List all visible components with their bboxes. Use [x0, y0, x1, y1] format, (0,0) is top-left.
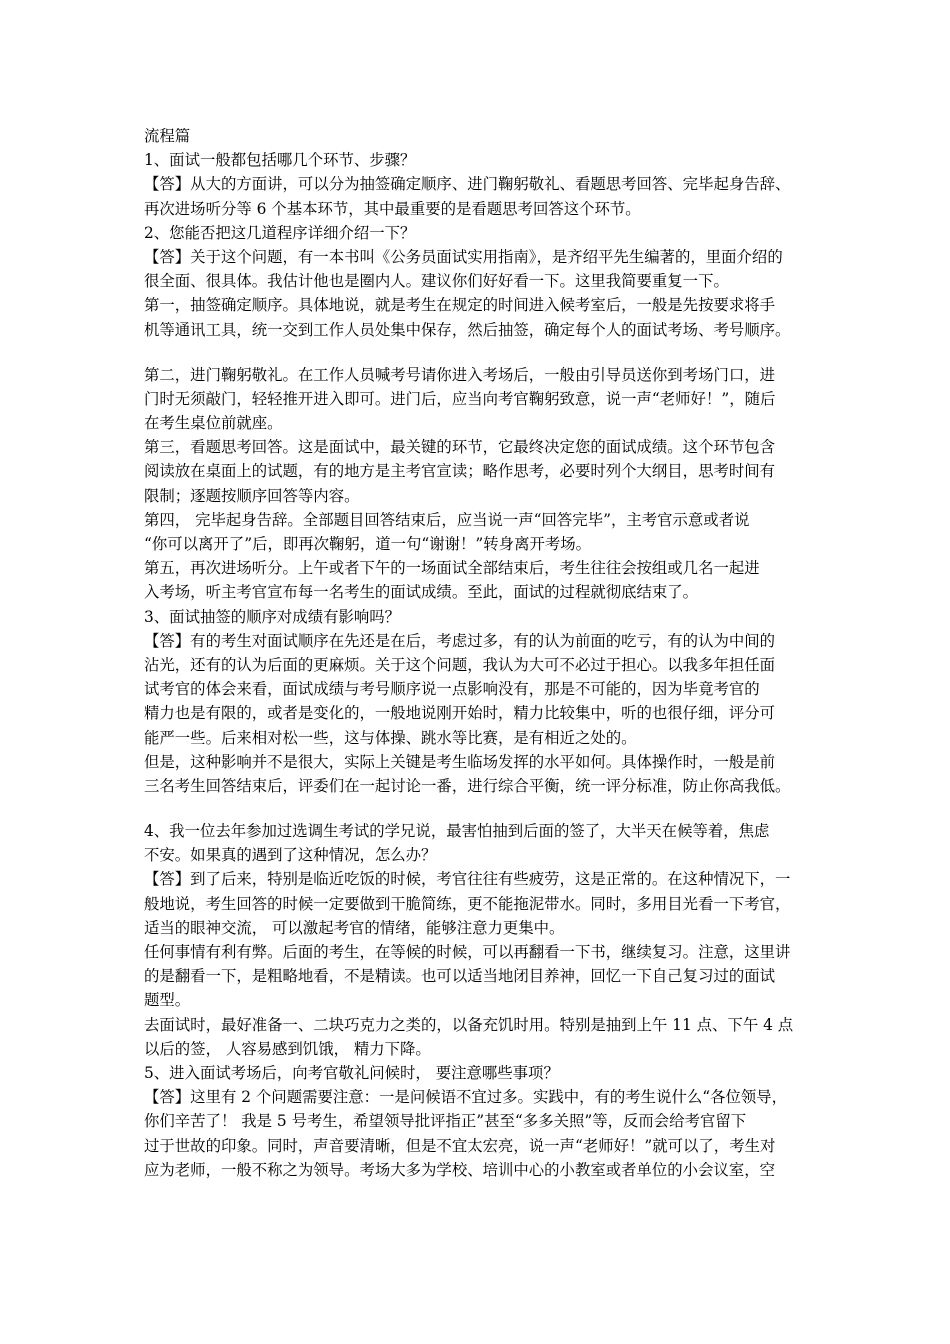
text-line: 过于世故的印象。同时，声音要清晰，但是不宜太宏亮，说一声“老师好！”就可以了，考生对	[144, 1136, 776, 1155]
text-line: 题型。	[144, 991, 191, 1010]
text-line: 去面试时，最好准备一、二块巧克力之类的，以备充饥时用。特别是抽到上午 11 点、下午 4 点	[144, 1015, 794, 1034]
text-line: 很全面、很具体。我估计他也是圈内人。建议你们好好看一下。这里我简要重复一下。	[144, 272, 729, 291]
text-line: 第三，看题思考回答。这是面试中，最关键的环节，它最终决定您的面试成绩。这个环节包含	[144, 438, 776, 457]
text-line: 应为老师，一般不称之为领导。考场大多为学校、培训中心的小教室或者单位的小会议室，空	[144, 1160, 776, 1179]
text-line: 2、您能否把这几道程序详细介绍一下？	[144, 223, 416, 242]
text-line: 门时无须敲门，轻轻推开进入即可。进门后，应当向考官鞠躬致意，说一声“老师好！”，随后	[144, 389, 776, 408]
text-line: 般地说，考生回答的时候一定要做到干脆简练，更不能拖泥带水。同时，多用目光看一下考官，	[144, 894, 791, 913]
text-line: 再次进场听分等 6 个基本环节，其中最重要的是看题思考回答这个环节。	[144, 199, 641, 218]
text-line: 沾光，还有的认为后面的更麻烦。关于这个问题，我认为大可不必过于担心。以我多年担任面	[144, 655, 776, 674]
text-line: 的是翻看一下，是粗略地看，不是精读。也可以适当地闭目养神，回忆一下自己复习过的面试	[144, 967, 776, 986]
text-line: 第二，进门鞠躬敬礼。在工作人员喊考号请你进入考场后，一般由引导员送你到考场门口，进	[144, 365, 776, 384]
text-line: 3、面试抽签的顺序对成绩有影响吗？	[144, 607, 401, 626]
text-line: 以后的签， 人容易感到饥饿， 精力下降。	[144, 1039, 431, 1058]
text-line: 【答】有的考生对面试顺序在先还是在后，考虑过多，有的认为前面的吃亏，有的认为中间的	[144, 631, 776, 650]
text-line: 精力也是有限的，或者是变化的，一般地说刚开始时，精力比较集中，听的也很仔细，评分可	[144, 704, 776, 723]
text-line: 第五，再次进场听分。上午或者下午的一场面试全部结束后，考生往往会按组或几名一起进	[144, 559, 760, 578]
text-line: 不安。如果真的遇到了这种情况，怎么办？	[144, 846, 437, 865]
text-line: 1、面试一般都包括哪几个环节、步骤？	[144, 151, 416, 170]
text-line: 【答】到了后来，特别是临近吃饭的时候，考官往往有些疲劳，这是正常的。在这种情况下，一	[144, 870, 791, 889]
text-line: 机等通讯工具，统一交到工作人员处集中保存，然后抽签，确定每个人的面试考场、考号顺序。	[144, 320, 791, 339]
text-line: 【答】这里有 2 个问题需要注意：一是问候语不宜过多。实践中，有的考生说什么“各位领导，	[144, 1088, 788, 1107]
text-line: 第一，抽签确定顺序。具体地说，就是考生在规定的时间进入候考室后，一般是先按要求将手	[144, 296, 776, 315]
text-line: 【答】从大的方面讲，可以分为抽签确定顺序、进门鞠躬敬礼、看题思考回答、完毕起身告辞、	[144, 175, 791, 194]
text-line: 任何事情有利有弊。后面的考生，在等候的时候，可以再翻看一下书，继续复习。注意，这里讲	[144, 943, 791, 961]
text-line: 限制；逐题按顺序回答等内容。	[144, 486, 360, 505]
text-line: 但是，这种影响并不是很大，实际上关键是考生临场发挥的水平如何。具体操作时，一般是前	[144, 752, 776, 771]
text-line: 能严一些。后来相对松一些，这与体操、跳水等比赛，是有相近之处的。	[144, 728, 637, 747]
text-line: 5、进入面试考场后，向考官敬礼问候时， 要注意哪些事项？	[144, 1063, 559, 1082]
document-title: 流程篇	[144, 127, 191, 145]
text-line: 在考生桌位前就座。	[144, 414, 283, 433]
document-page	[144, 124, 824, 1182]
blank-line	[144, 342, 824, 363]
text-line: 你们辛苦了！ 我是 5 号考生，希望领导批评指正”甚至“多多关照”等，反而会给考官留下	[144, 1112, 747, 1131]
text-line: 第四， 完毕起身告辞。全部题目回答结束后，应当说一声“回答完毕”，主考官示意或者说	[144, 510, 750, 529]
text-line: 三名考生回答结束后，评委们在一起讨论一番，进行综合平衡，统一评分标准，防止你高我低。	[144, 776, 791, 795]
blank-line	[144, 798, 824, 819]
text-line: “你可以离开了”后，即再次鞠躬，道一句“谢谢！”转身离开考场。	[144, 535, 592, 553]
text-line: 适当的眼神交流， 可以激起考官的情绪，能够注意力更集中。	[144, 918, 565, 937]
text-line: 【答】关于这个问题，有一本书叫《公务员面试实用指南》，是齐绍平先生编著的，里面介绍的	[144, 247, 783, 266]
text-line: 阅读放在桌面上的试题，有的地方是主考官宣读；略作思考，必要时列个大纲目，思考时间有	[144, 462, 776, 481]
text-line: 试考官的体会来看，面试成绩与考号顺序说一点影响没有，那是不可能的，因为毕竟考官的	[144, 680, 760, 699]
text-line: 入考场，听主考官宣布每一名考生的面试成绩。至此，面试的过程就彻底结束了。	[144, 583, 699, 602]
text-line: 4、我一位去年参加过选调生考试的学兄说，最害怕抽到后面的签了，大半天在候等着，焦虑	[144, 822, 770, 841]
